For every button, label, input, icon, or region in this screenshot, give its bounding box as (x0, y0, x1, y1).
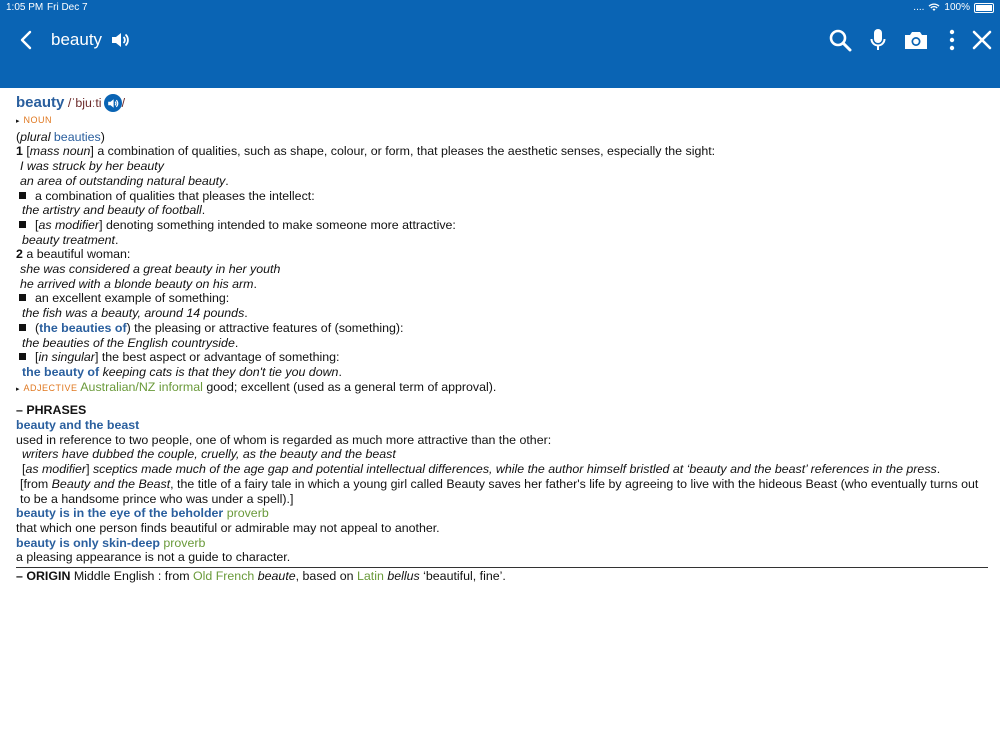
search-term-title: beauty (51, 30, 103, 49)
definition: the best aspect or advantage of something: (101, 350, 340, 365)
example: [as modifier] sceptics made much of the age gap and potential intellectual differences, while the author himself bristled at ‘beauty and the beast’ references in the press. (22, 462, 941, 477)
battery-percent: 100% (944, 2, 970, 13)
dictionary-entry (16, 96, 988, 584)
example: the fish was a beauty, around 14 pounds. (22, 306, 248, 321)
microphone-icon (870, 28, 886, 52)
definition: a beautiful woman: (26, 247, 131, 262)
subsense: [as modifier] denoting something intended to make someone more attractive: (16, 218, 988, 233)
example: I was struck by her beauty (20, 159, 164, 174)
entry-header (16, 96, 988, 112)
camera-icon (904, 30, 928, 50)
language-label: Old French (193, 569, 255, 584)
etymon: bellus (387, 569, 420, 584)
definition: the pleasing or attractive features of (something): (134, 320, 404, 335)
subsense (16, 291, 988, 306)
proverb-tag: proverb (226, 506, 269, 521)
plural-word[interactable]: beauties (53, 129, 101, 144)
pos-adjective: ADJECTIVE (23, 382, 78, 393)
definition: good; excellent (used as a general term of approval). (206, 379, 497, 394)
example-text: the fish was a beauty, around 14 pounds (22, 306, 245, 321)
example: beauty treatment. (22, 232, 119, 247)
square-bullet-icon (19, 221, 26, 228)
region-label: Australian/NZ (80, 379, 156, 394)
camera-search-button[interactable] (902, 26, 930, 54)
more-vertical-icon (949, 29, 955, 51)
status-indicators (913, 2, 994, 13)
wifi-icon (928, 3, 940, 12)
note-text: , the title of a fairy tale in which a young girl called Beauty saves her father's life by agreeing to live with the hideous Beast (who eventually turns out to be a handsome prince who was under a spell).] (20, 476, 979, 506)
square-bullet-icon (19, 324, 26, 331)
note-title: Beauty and the Beast (51, 476, 171, 491)
square-bullet-icon (19, 192, 26, 199)
phrase-definition: a pleasing appearance is not a guide to character. (16, 550, 291, 565)
grammar-label: in singular (38, 350, 95, 365)
subsense: [in singular] the best aspect or advantage of something: (16, 350, 988, 365)
status-date: Fri Dec 7 (47, 2, 88, 13)
phrase-definition: used in reference to two people, one of whom is regarded as much more attractive than the other: (16, 432, 552, 447)
gloss: ‘beautiful, fine’. (423, 569, 506, 584)
definition: an excellent example of something: (35, 291, 230, 306)
plural-close: ) (100, 129, 105, 144)
sense-2 (16, 247, 988, 262)
phrase-link[interactable]: the beauty of (22, 364, 100, 379)
example: writers have dubbed the couple, cruelly, as the beauty and the beast (22, 447, 396, 462)
headword: beauty (16, 94, 65, 111)
signal-icon: .... (913, 2, 925, 13)
sense-number: 1 (16, 144, 23, 159)
example: the beauty of keeping cats is that they don't tie you down. (22, 364, 342, 379)
speaker-icon (110, 31, 130, 49)
sense-1: 1 [mass noun] a combination of qualities, such as shape, colour, or form, that pleases the aesthetic senses, especially the sight: (16, 144, 716, 159)
pronunciation-audio-button[interactable] (104, 94, 122, 112)
example: he arrived with a blonde beauty on his arm. (20, 276, 257, 291)
square-bullet-icon (19, 294, 26, 301)
origin-text: , based on (295, 569, 354, 584)
close-button[interactable] (968, 26, 996, 54)
phrase-title-row (16, 536, 988, 551)
grammar-label: as modifier (25, 462, 87, 477)
definition: a combination of qualities, such as shape, colour, or form, that pleases the aesthetic senses, especially the sight: (97, 144, 716, 159)
origin-text: Middle English : from (73, 569, 190, 584)
close-icon (972, 30, 992, 50)
pos-noun: NOUN (23, 115, 53, 125)
example-text: the beauties of the English countryside (22, 335, 235, 350)
definition: denoting something intended to make someone more attractive: (105, 217, 456, 232)
proverb-tag: proverb (163, 535, 206, 550)
pos-noun-row (16, 112, 988, 130)
triangle-icon: ▸ (16, 385, 20, 393)
search-button[interactable] (826, 26, 854, 54)
square-bullet-icon (19, 353, 26, 360)
note-text: [from (20, 476, 52, 491)
plural-open: ( (16, 129, 21, 144)
example: she was considered a great beauty in her youth (20, 262, 281, 277)
origin-heading: – ORIGIN (16, 569, 71, 584)
triangle-icon: ▸ (16, 118, 20, 125)
phrase-title[interactable]: beauty is in the eye of the beholder (16, 506, 224, 521)
chevron-left-icon (19, 30, 33, 50)
voice-search-button[interactable] (864, 26, 892, 54)
phrases-heading: – PHRASES (16, 403, 87, 418)
speaker-icon (107, 98, 119, 109)
register-label: informal (158, 379, 203, 394)
subsense: (the beauties of) the pleasing or attractive features of (something): (16, 321, 988, 336)
example: the beauties of the English countryside. (22, 335, 239, 350)
example-text: an area of outstanding natural beauty (20, 173, 226, 188)
status-time: 1:05 PM (6, 2, 44, 13)
origin-section (16, 567, 988, 584)
pronunciation: /ˈbjuːti (67, 96, 102, 110)
header-audio-button[interactable] (106, 26, 134, 54)
search-icon (828, 28, 852, 52)
phrase-title[interactable]: beauty and the beast (16, 418, 140, 433)
example-text: sceptics made much of the age gap and potential intellectual differences, while the author himself bristled at ‘beauty and the beast’ references in the press (92, 462, 937, 477)
top-bar (0, 0, 1000, 88)
pronunciation-end: / (121, 96, 126, 110)
phrase-title-row (16, 506, 988, 521)
grammar-label: as modifier (38, 217, 100, 232)
more-options-button[interactable] (938, 26, 966, 54)
example: an area of outstanding natural beauty. (20, 173, 229, 188)
phrase-link[interactable]: the beauties of (39, 320, 127, 335)
subsense (16, 189, 988, 204)
back-button[interactable] (12, 26, 40, 54)
plural-label: plural (20, 129, 51, 144)
phrase-definition: that which one person finds beautiful or admirable may not appeal to another. (16, 520, 440, 535)
pos-adjective-row (16, 380, 988, 398)
plural-row (16, 130, 988, 145)
battery-icon (974, 3, 994, 13)
example-text: the artistry and beauty of football (22, 203, 202, 218)
sense-number: 2 (16, 247, 23, 262)
example-text: beauty treatment (22, 232, 115, 247)
phrase-title[interactable]: beauty is only skin-deep (16, 535, 160, 550)
phrase-origin-note (16, 477, 988, 506)
grammar-label: mass noun (29, 144, 91, 159)
etymon: beaute (257, 569, 296, 584)
example-text: keeping cats is that they don't tie you down (102, 364, 339, 379)
example: the artistry and beauty of football. (22, 203, 206, 218)
language-label: Latin (356, 569, 384, 584)
example-text: he arrived with a blonde beauty on his arm (20, 276, 254, 291)
definition: a combination of qualities that pleases the intellect: (35, 188, 315, 203)
